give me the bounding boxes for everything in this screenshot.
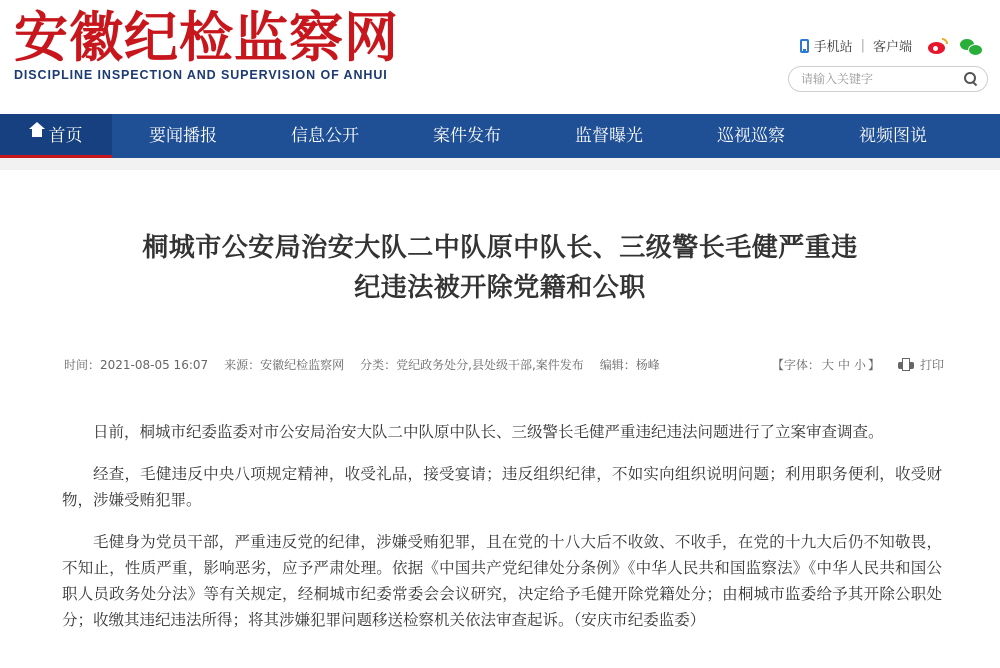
article-paragraph: 日前，桐城市纪委监委对市公安局治安大队二中队原中队长、三级警长毛健严重违纪违法问题进行了立案审查调查。 <box>93 423 884 441</box>
nav-item-video[interactable]: 视频图说 <box>859 126 927 146</box>
top-links <box>800 36 982 55</box>
article-meta <box>64 356 944 373</box>
font-size-label: 【字体： <box>771 358 820 372</box>
nav-spacer <box>0 158 1000 170</box>
nav-item-info[interactable]: 信息公开 <box>291 126 359 146</box>
nav-item-news[interactable]: 要闻播报 <box>149 126 217 146</box>
article-paragraph: 经查，毛健违反中央八项规定精神，收受礼品，接受宴请；违反组织纪律，不如实向组织说明问题；利用职务便利，收受财物，涉嫌受贿犯罪。 <box>62 465 942 509</box>
article-source: 来源：安徽纪检监察网 <box>224 358 345 372</box>
wechat-icon[interactable] <box>960 37 982 55</box>
search-input[interactable] <box>789 72 949 86</box>
font-size-small[interactable]: 小 <box>853 358 866 372</box>
article-title <box>50 228 950 308</box>
article-category: 分类：党纪政务处分,县处级干部,案件发布 <box>360 358 584 372</box>
nav-item-cases[interactable]: 案件发布 <box>433 126 501 146</box>
article <box>0 170 1000 668</box>
home-icon <box>30 128 44 140</box>
print-label: 打印 <box>919 358 944 372</box>
search-icon[interactable] <box>964 72 977 85</box>
nav-item-home[interactable] <box>0 114 112 158</box>
article-body <box>62 419 942 649</box>
nav-item-supervision[interactable]: 监督曝光 <box>575 126 643 146</box>
mobile-site-label: 手机站 <box>813 40 853 55</box>
printer-icon <box>898 358 914 371</box>
font-size-large[interactable]: 大 <box>821 358 834 372</box>
font-size-control <box>772 356 880 373</box>
publish-time: 时间：2021-08-05 16:07 <box>64 358 209 372</box>
site-header <box>0 0 1000 114</box>
font-size-medium[interactable]: 中 <box>837 358 850 372</box>
mobile-site-link[interactable] <box>800 36 853 55</box>
search-box <box>788 66 988 92</box>
print-button[interactable] <box>898 356 944 373</box>
article-editor: 编辑：杨峰 <box>599 358 660 372</box>
main-nav <box>0 114 1000 158</box>
article-title-line1: 桐城市公安局治安大队二中队原中队长、三级警长毛健严重违 <box>142 233 858 263</box>
site-name-en: DISCIPLINE INSPECTION AND SUPERVISION OF ANHUI <box>14 68 388 82</box>
font-size-close: 】 <box>867 358 880 372</box>
nav-item-inspection[interactable]: 巡视巡察 <box>717 126 785 146</box>
site-name-cn: 安徽纪检监察网 <box>14 5 399 69</box>
article-paragraph: 毛健身为党员干部，严重违反党的纪律，涉嫌受贿犯罪，且在党的十八大后不收敛、不收手，在党的十九大后仍不知敬畏，不知止，性质严重，影响恶劣，应予严肃处理。依据《中国共产党纪律处分条例》《中华人民共和国监察法》《中华人民共和国公职人员政务处分法》等有关规定，经桐城市纪委常委会会议研究，决定给予毛健开除党籍处分；由桐城市监委给予其开除公职处分；收缴其违纪违法所得；将其涉嫌犯罪问题移送检察机关依法审查起诉。（安庆市纪委监委） <box>62 533 942 629</box>
phone-icon <box>800 39 809 53</box>
nav-item-label: 首页 <box>48 126 83 146</box>
divider: | <box>860 38 865 53</box>
article-title-line2: 纪违法被开除党籍和公职 <box>354 273 646 303</box>
site-logo[interactable] <box>14 4 474 82</box>
client-link[interactable]: 客户端 <box>872 40 912 55</box>
weibo-icon[interactable] <box>926 37 948 55</box>
